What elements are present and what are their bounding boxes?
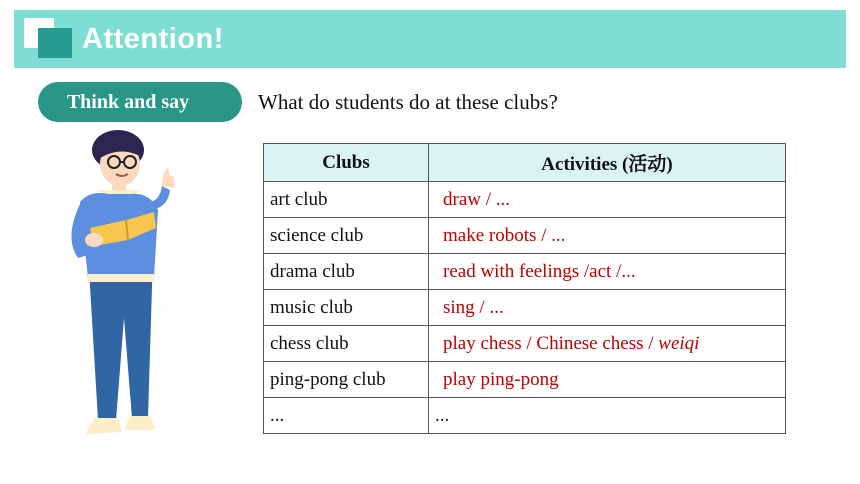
club-name: science club [264, 218, 429, 254]
column-header-clubs: Clubs [264, 144, 429, 182]
table-row [264, 254, 786, 290]
logo-square-teal [38, 28, 72, 58]
table-row [264, 290, 786, 326]
club-activity: read with feelings /act /... [429, 254, 786, 290]
club-activity [429, 326, 786, 362]
table-row [264, 182, 786, 218]
think-and-say-label: Think and say [38, 82, 242, 122]
club-activity: make robots / ... [429, 218, 786, 254]
club-name: drama club [264, 254, 429, 290]
club-activity: play ping-pong [429, 362, 786, 398]
table-header-row [264, 144, 786, 182]
club-name: music club [264, 290, 429, 326]
boy-with-book-icon [50, 128, 200, 448]
table-row [264, 362, 786, 398]
club-name: chess club [264, 326, 429, 362]
club-name: ping-pong club [264, 362, 429, 398]
club-activity: ... [429, 398, 786, 434]
club-activity: sing / ... [429, 290, 786, 326]
table-row [264, 326, 786, 362]
club-name: ... [264, 398, 429, 434]
column-header-activities: Activities (活动) [429, 144, 786, 182]
clubs-activities-table [263, 143, 786, 434]
club-activity: draw / ... [429, 182, 786, 218]
activity-text: play chess / Chinese chess / [443, 332, 659, 354]
page-title: Attention! [82, 23, 224, 55]
question-text: What do students do at these clubs? [258, 90, 558, 114]
club-name: art club [264, 182, 429, 218]
table-row [264, 398, 786, 434]
activity-italic-text: weiqi [658, 332, 700, 354]
table-row [264, 218, 786, 254]
